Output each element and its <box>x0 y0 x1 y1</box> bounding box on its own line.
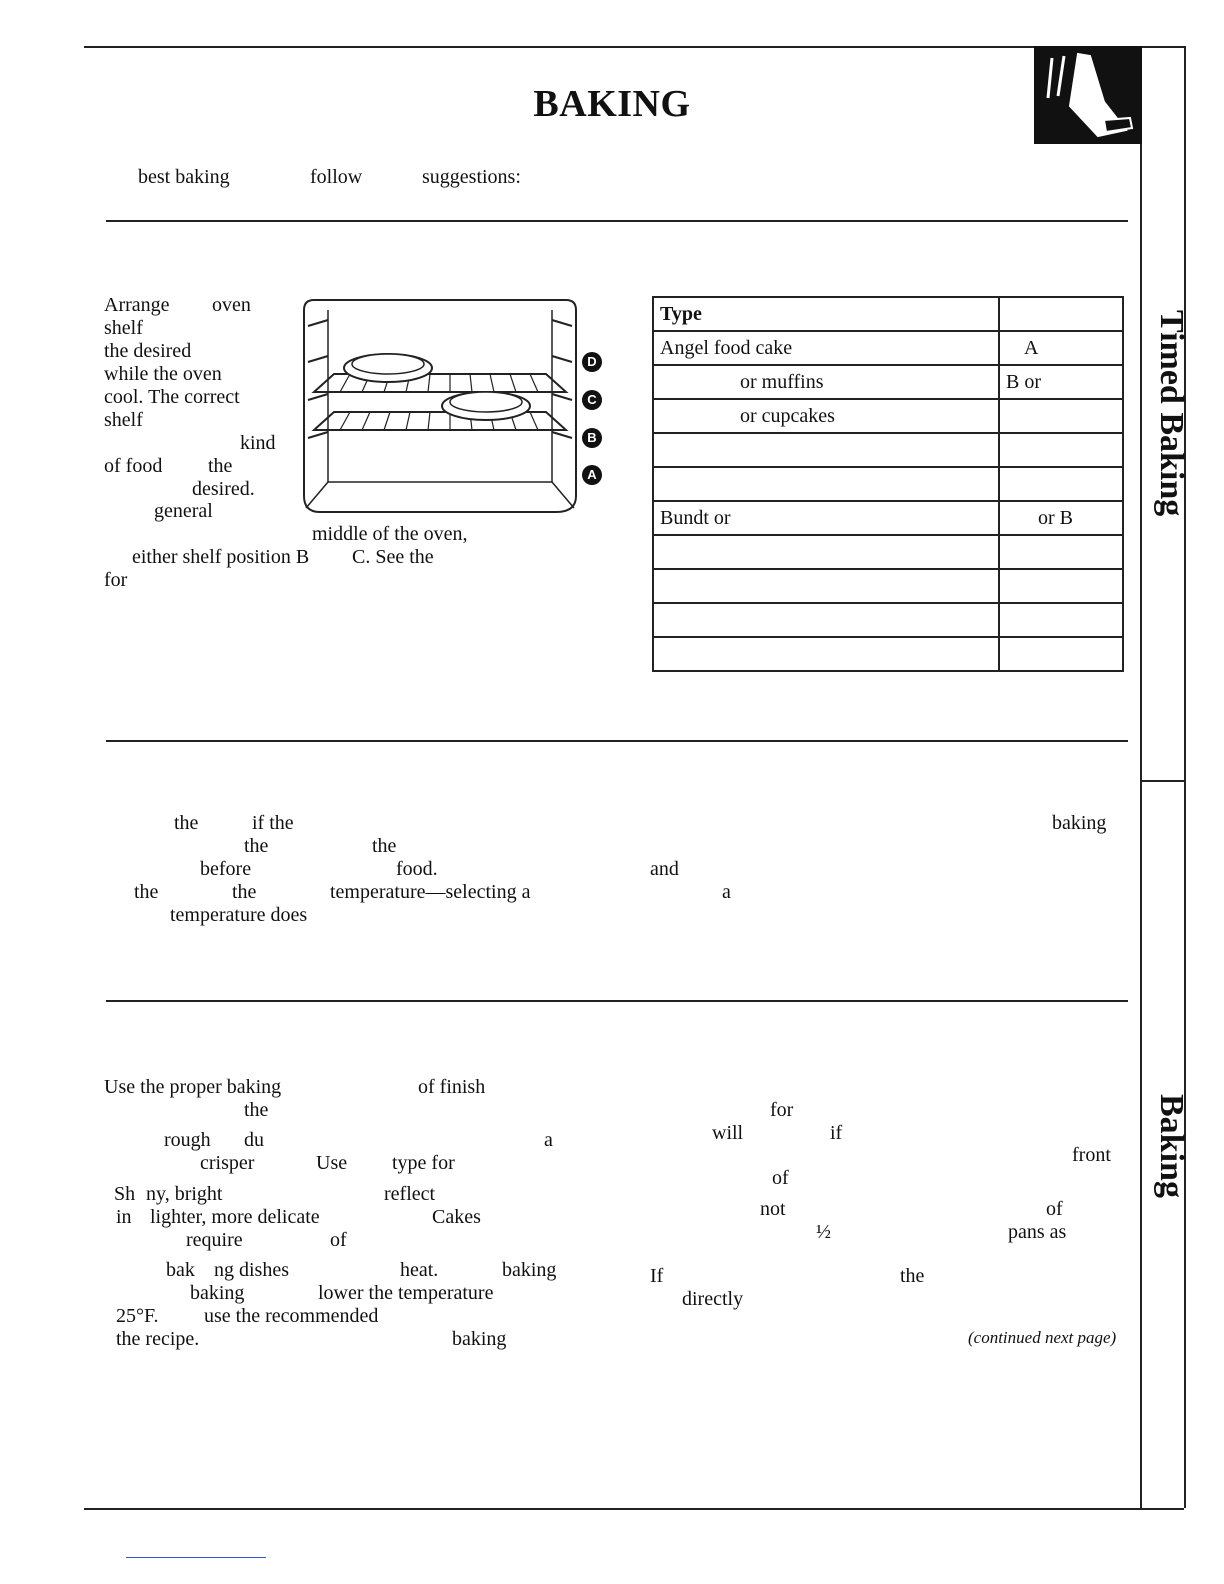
table-cell <box>999 569 1123 603</box>
pans-text: require <box>186 1229 243 1251</box>
pans-text: du <box>244 1129 264 1151</box>
table-row <box>653 399 1123 433</box>
table-row <box>653 637 1123 671</box>
pans-text: crisper <box>200 1152 255 1174</box>
table-cell <box>653 603 999 637</box>
shelf-label-a: A <box>582 465 602 485</box>
preheat-text: food. <box>396 858 438 880</box>
shelf-text: Arrange <box>104 294 170 316</box>
section-rule-1 <box>106 220 1128 222</box>
pans-text: lower the temperature <box>318 1282 494 1304</box>
right-frame-rule <box>1140 46 1142 1508</box>
shelf-label-b: B <box>582 428 602 448</box>
preheat-text: the <box>232 881 257 903</box>
table-row <box>653 331 1123 365</box>
outer-frame-rule <box>1184 46 1186 1508</box>
pans-text: directly <box>682 1288 744 1310</box>
pans-text: Sh <box>114 1183 136 1205</box>
table-cell: A <box>999 331 1123 365</box>
pans-text: of <box>772 1167 789 1189</box>
section-rule-3 <box>106 1000 1128 1002</box>
pans-text: heat. <box>400 1259 439 1281</box>
preheat-text: if the <box>252 812 294 834</box>
preheat-text: the <box>244 835 269 857</box>
preheat-text: baking <box>1052 812 1107 834</box>
preheat-text: the <box>134 881 159 903</box>
table-cell <box>653 637 999 671</box>
table-row <box>653 569 1123 603</box>
pans-text: of <box>1046 1198 1063 1220</box>
pans-text: in <box>116 1206 132 1228</box>
shelf-text: shelf <box>104 409 143 431</box>
shelf-text: the desired <box>104 340 192 362</box>
table-cell <box>653 535 999 569</box>
pans-text: Cakes <box>432 1206 481 1228</box>
pans-text: pans as <box>1008 1221 1067 1243</box>
shelf-text: C. See the <box>352 546 434 568</box>
pans-text: If <box>650 1265 664 1287</box>
pans-text: if <box>830 1122 843 1144</box>
table-cell: Angel food cake <box>653 331 999 365</box>
preheat-text: the <box>372 835 397 857</box>
pans-text: Use <box>316 1152 348 1174</box>
pans-text: use the recommended <box>204 1305 379 1327</box>
pans-text: ng dishes <box>214 1259 289 1281</box>
shelf-position-table <box>652 296 1124 672</box>
shelf-text: either shelf position B <box>132 546 310 568</box>
pans-text: of finish <box>418 1076 486 1098</box>
pans-text: lighter, more delicate <box>150 1206 320 1228</box>
table-cell: or muffins <box>653 365 999 399</box>
table-row <box>653 603 1123 637</box>
pans-text: the <box>900 1265 925 1287</box>
pans-text: not <box>760 1198 786 1220</box>
pans-text: for <box>770 1099 794 1121</box>
shelf-text: shelf <box>104 317 143 339</box>
tab-divider <box>1142 780 1184 782</box>
pans-text: type for <box>392 1152 455 1174</box>
table-header-cell <box>999 297 1123 331</box>
table-cell <box>653 467 999 501</box>
shelf-text: cool. The correct <box>104 386 240 408</box>
table-cell <box>999 535 1123 569</box>
table-cell: or B <box>999 501 1123 535</box>
bottom-rule <box>84 1508 1184 1510</box>
intro-text-3: suggestions: <box>422 166 521 188</box>
shelf-label-c: C <box>582 390 602 410</box>
table-cell <box>653 569 999 603</box>
top-rule <box>84 46 1184 48</box>
shelf-text: desired. <box>192 478 255 500</box>
footer-line <box>126 1557 266 1558</box>
table-row <box>653 433 1123 467</box>
table-cell <box>999 433 1123 467</box>
shelf-text: middle of the oven, <box>312 523 468 545</box>
shelf-text: general <box>154 500 213 522</box>
side-tab-timed-baking: Timed Baking <box>1153 310 1190 517</box>
preheat-text: before <box>200 858 252 880</box>
table-cell <box>999 399 1123 433</box>
table-row <box>653 535 1123 569</box>
pans-text: ½ <box>816 1221 831 1243</box>
shelf-text: oven <box>212 294 251 316</box>
pans-text: 25°F. <box>116 1305 159 1327</box>
preheat-text: a <box>722 881 731 903</box>
pans-text: the <box>244 1099 269 1121</box>
table-header-cell: Type <box>653 297 999 331</box>
pans-text: front <box>1072 1144 1111 1166</box>
table-cell <box>999 637 1123 671</box>
table-cell <box>999 467 1123 501</box>
pans-text: Use the proper baking <box>104 1076 282 1098</box>
preheat-text: temperature does <box>170 904 308 926</box>
page-title: BAKING <box>533 83 691 125</box>
table-cell: Bundt or <box>653 501 999 535</box>
table-cell: B or <box>999 365 1123 399</box>
table-row <box>653 501 1123 535</box>
table-header-row <box>653 297 1123 331</box>
continued-note: (continued next page) <box>968 1328 1117 1347</box>
table-row <box>653 365 1123 399</box>
pans-text: a <box>544 1129 553 1151</box>
pans-text: ny, bright <box>146 1183 223 1205</box>
pans-text: the recipe. <box>116 1328 200 1350</box>
table-cell: or cupcakes <box>653 399 999 433</box>
pans-text: will <box>712 1122 744 1144</box>
pans-text: baking <box>190 1282 245 1304</box>
table-cell <box>653 433 999 467</box>
shelf-text: the <box>208 455 233 477</box>
side-tab-baking: Baking <box>1153 1094 1190 1198</box>
pans-text: baking <box>452 1328 507 1350</box>
intro-text-1: best baking <box>138 166 230 188</box>
pans-text: bak <box>166 1259 195 1281</box>
pans-text: reflect <box>384 1183 436 1205</box>
shelf-text: for <box>104 569 128 591</box>
pans-text: rough <box>164 1129 211 1151</box>
pans-text: baking <box>502 1259 557 1281</box>
pans-text: of <box>330 1229 347 1251</box>
section-rule-2 <box>106 740 1128 742</box>
preheat-text: and <box>650 858 679 880</box>
shelf-text: of food <box>104 455 163 477</box>
preheat-text: the <box>174 812 199 834</box>
oven-shelf-diagram <box>300 296 606 518</box>
intro-text-2: follow <box>310 166 363 188</box>
table-cell <box>999 603 1123 637</box>
preheat-text: temperature—selecting a <box>330 881 531 903</box>
shelf-text: while the oven <box>104 363 222 385</box>
shelf-label-d: D <box>582 352 602 372</box>
shelf-text: kind <box>240 432 276 454</box>
table-row <box>653 467 1123 501</box>
